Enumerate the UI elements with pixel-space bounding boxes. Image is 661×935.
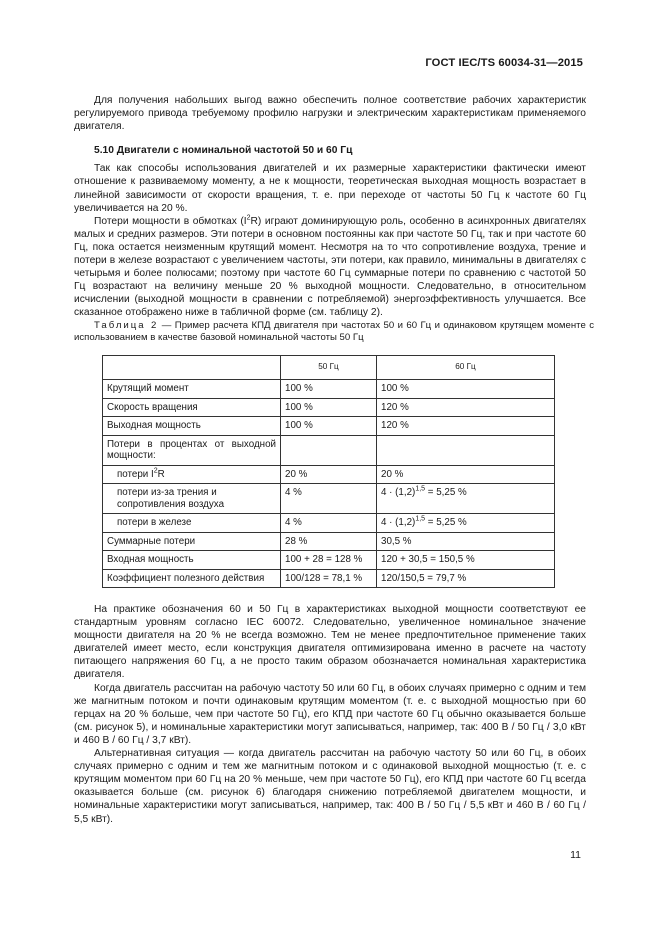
p2-text-after: R) играют доминирующую роль, особенно в асинхронных двигателях малых и средних размеров. Эти потери в основном постоянны как при частоте 50 Гц, так и при частоте 60 Гц, пока остается неизменным крутящий момент. Несмотря на то что сопротивление воздуха, трение и потери в железе возрастают с увеличением частоты, эти потери, как правило, минимальны в двигателях с четырьмя и более полюсами; поэтому при частоте 60 Гц суммарные потери по сравнению с частотой 50 Гц возрастают на величину меньше 20 % выходной мощности. Следовательно, в относительном исчислении (выходной мощности в сравнении с потребляемой) энергоэффективность улучшается. Все сказанное отображено ниже в табличной форме (см. таблицу 2). <box>74 215 586 319</box>
section-paragraph-2 <box>74 215 586 320</box>
row-value-60hz: 120 % <box>377 398 555 417</box>
intro-paragraph: Для получения набольших выгод важно обеспечить полное соответствие рабочих характеристик регулируемого привода требуемому профилю нагрузки и электрическим характеристикам применяемого двигателя. <box>74 95 586 133</box>
table-header-row <box>103 355 555 380</box>
table-row <box>103 532 555 551</box>
after-table-paragraph-3: Альтернативная ситуация — когда двигатель рассчитан на рабочую частоту 50 или 60 Гц, в обоих случаях примерно с одним и тем же магнитным потоком и с одинаковой выходной мощностью (т. е. с крутящим моментом при 60 Гц на 20 % меньше, чем при частоте 50 Гц), его КПД при частоте 60 Гц всегда оказывается больше (см. рисунок 6) благодаря снижению потребляемой двигателем мощности, и номинальные характеристики могут записываться, например, так: 400 В / 50 Гц / 5,5 кВт и 460 В / 60 Гц / 5,5 кВт). <box>74 748 586 825</box>
table-caption <box>74 320 594 344</box>
row-value-60hz: 30,5 % <box>377 532 555 551</box>
row-label: Коэффициент полезного действия <box>103 569 281 588</box>
row-label: Потери в процентах от выходной мощности: <box>103 435 281 465</box>
table-row <box>103 569 555 588</box>
value-pre: 4 · (1,2) <box>381 487 416 498</box>
page-number: 11 <box>570 849 581 861</box>
p2-text-before: Потери мощности в обмотках (I <box>94 215 247 227</box>
row-value-60hz: 120 + 30,5 = 150,5 % <box>377 551 555 570</box>
value-sup: 1,5 <box>415 515 426 523</box>
value-post: = 5,25 % <box>425 517 467 528</box>
row-value-50hz: 100 + 28 = 128 % <box>281 551 377 570</box>
row-label: потери из-за трения и сопротивления воздуха <box>103 484 281 514</box>
row-value-50hz: 4 % <box>281 514 377 533</box>
table-row <box>103 465 555 484</box>
after-table-paragraph-2: Когда двигатель рассчитан на рабочую частоту 50 или 60 Гц, в обоих случаях примерно с одним и тем же магнитным потоком и почти одинаковым крутящим моментом (т. е. с выходной мощностью при 60 герцах на 20 % больше, чем при частоте 50 Гц), его КПД при частоте 60 Гц обычно оказывается больше (см. рисунок 5), и номинальные характеристики могут записываться, например, так: 400 В / 50 Гц / 3,0 кВт и 460 В / 60 Гц / 3,7 кВт). <box>74 682 586 746</box>
table-caption-label: Таблица 2 <box>94 319 159 331</box>
table-row <box>103 417 555 436</box>
row-value-50hz: 100 % <box>281 380 377 399</box>
value-post: = 5,25 % <box>425 487 467 498</box>
row-value-60hz <box>377 484 555 514</box>
row-value-50hz: 100 % <box>281 398 377 417</box>
document-body <box>74 94 594 826</box>
row-label-pre: потери I <box>117 468 154 480</box>
row-label-sup: 2 <box>153 467 158 475</box>
efficiency-table <box>102 355 555 589</box>
row-label: Входная мощность <box>103 551 281 570</box>
table-header-empty <box>103 355 281 380</box>
row-value-50hz: 100 % <box>281 417 377 436</box>
table-row <box>103 380 555 399</box>
value-sup: 1,5 <box>415 485 426 493</box>
row-value-60hz: 100 % <box>377 380 555 399</box>
row-label: потери в железе <box>103 514 281 533</box>
row-label: Скорость вращения <box>103 398 281 417</box>
p2-superscript: 2 <box>246 214 251 222</box>
row-value-60hz <box>377 514 555 533</box>
row-label-post: R <box>157 468 165 480</box>
page-header-standard: ГОСТ IEC/TS 60034-31—2015 <box>425 57 583 69</box>
table-header-50hz: 50 Гц <box>281 355 377 380</box>
row-label <box>103 465 281 484</box>
row-value-50hz: 28 % <box>281 532 377 551</box>
table-row <box>103 435 555 465</box>
table-row <box>103 484 555 514</box>
row-label: Суммарные потери <box>103 532 281 551</box>
after-table-section <box>74 603 586 826</box>
row-value-60hz: 120/150,5 = 79,7 % <box>377 569 555 588</box>
table-row <box>103 551 555 570</box>
after-table-paragraph-1: На практике обозначения 60 и 50 Гц в характеристиках выходной мощности соответствуют ее стандартным уровням согласно IEC 60072. Следовательно, увеличенное номинальное значение мощности двигателя на 20 % не всегда возможно. Тем не менее предпочтительное применение таких двигателей имеет место, если конструкция двигателя оптимизирована именно в расчете на частоту питающего напряжения 60 Гц, а не просто таким образом обозначается номинальная характеристика двигателя. <box>74 604 586 681</box>
row-value-50hz: 100/128 = 78,1 % <box>281 569 377 588</box>
row-value-60hz: 120 % <box>377 417 555 436</box>
row-value-60hz: 20 % <box>377 465 555 484</box>
table-row <box>103 514 555 533</box>
section-paragraph-1: Так как способы использования двигателей и их размерные характеристики фактически имеют отношение к развиваемому моменту, а не к мощности, теоретическая выходная мощность возрастает в линейной зависимости от скорости вращения, т. е. при переходе от частоты 50 Гц к частоте 60 Гц увеличивается на 20 %. <box>74 163 586 214</box>
row-value-60hz <box>377 435 555 465</box>
row-label: Крутящий момент <box>103 380 281 399</box>
section-heading: 5.10 Двигатели с номинальной частотой 50 и 60 Гц <box>94 145 353 157</box>
table-caption-text: — Пример расчета КПД двигателя при частотах 50 и 60 Гц и одинаковом крутящем моменте с использованием в качестве базовой номинальной частоты 50 Гц <box>74 319 594 343</box>
table-header-60hz: 60 Гц <box>377 355 555 380</box>
row-value-50hz <box>281 435 377 465</box>
row-value-50hz: 20 % <box>281 465 377 484</box>
row-value-50hz: 4 % <box>281 484 377 514</box>
row-label: Выходная мощность <box>103 417 281 436</box>
table-row <box>103 398 555 417</box>
value-pre: 4 · (1,2) <box>381 517 416 528</box>
